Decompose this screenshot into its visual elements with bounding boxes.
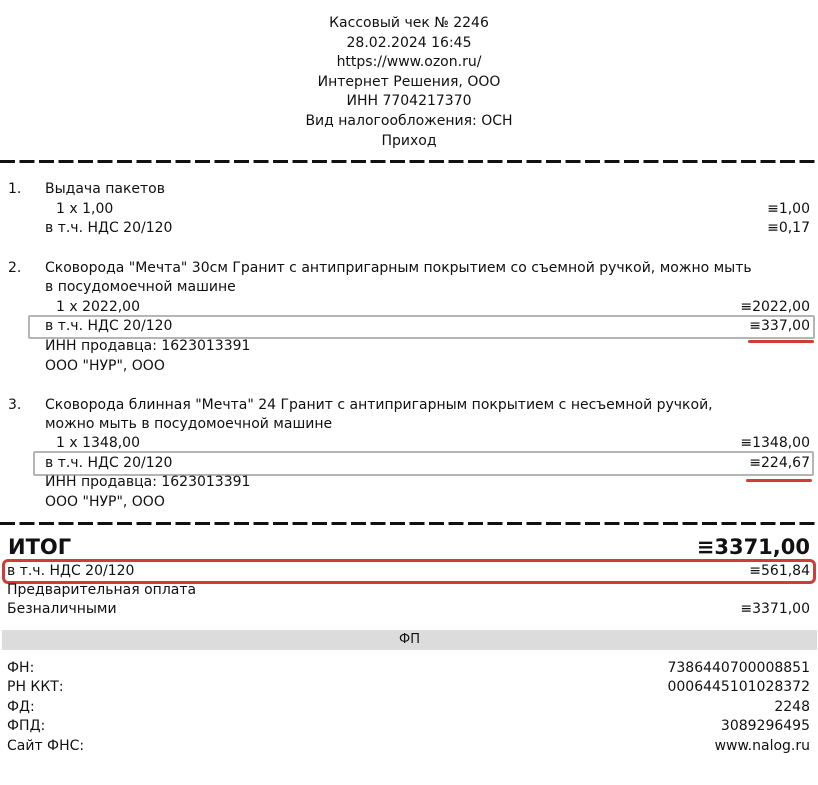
item-3-seller-inn: ИНН продавца: 1623013391 bbox=[45, 474, 251, 490]
item-3-name-line2: можно мыть в посудомоечной машине bbox=[45, 416, 333, 432]
item-1-vat-label: в т.ч. НДС 20/120 bbox=[45, 220, 173, 236]
total-vat-value: ≡561,84 bbox=[749, 563, 810, 579]
fpd-value: 3089296495 bbox=[720, 718, 810, 734]
receipt-datetime: 28.02.2024 16:45 bbox=[346, 34, 472, 51]
rn-kkt-label: РН ККТ: bbox=[7, 679, 64, 695]
item-3-vat-label: в т.ч. НДС 20/120 bbox=[45, 455, 173, 471]
item-2-qty-price: 1 x 2022,00 bbox=[56, 299, 140, 315]
company-name: Интернет Решения, ООО bbox=[317, 73, 501, 90]
item-3-seller-name: ООО "НУР", ООО bbox=[45, 494, 165, 510]
total-value: ≡3371,00 bbox=[696, 535, 810, 559]
item-1-sum: ≡1,00 bbox=[767, 201, 810, 217]
item-3-qty-price: 1 x 1348,00 bbox=[56, 435, 140, 451]
fn-label: ФН: bbox=[7, 660, 35, 676]
operation-type: Приход bbox=[381, 132, 437, 149]
fd-label: ФД: bbox=[7, 699, 35, 715]
item-2-vat-value: ≡337,00 bbox=[749, 318, 810, 334]
item-3-vat-value: ≡224,67 bbox=[749, 455, 810, 471]
item-1-number: 1. bbox=[8, 181, 22, 197]
item-2-sum: ≡2022,00 bbox=[740, 299, 810, 315]
item-2-name-line2: в посудомоечной машине bbox=[45, 279, 236, 295]
rn-kkt-value: 0006445101028372 bbox=[667, 679, 810, 695]
item-2-seller-inn: ИНН продавца: 1623013391 bbox=[45, 338, 251, 354]
item-3-name-line1: Сковорода блинная "Мечта" 24 Гранит с антипригарным покрытием с несъемной ручкой, bbox=[45, 397, 713, 413]
receipt-title: Кассовый чек № 2246 bbox=[329, 15, 489, 31]
tax-system: Вид налогообложения: ОСН bbox=[305, 112, 513, 129]
total-label: ИТОГ bbox=[8, 535, 72, 559]
item-3-number: 3. bbox=[8, 397, 22, 413]
receipt-url: https://www.ozon.ru/ bbox=[336, 54, 482, 71]
item-2-seller-name: ООО "НУР", ООО bbox=[45, 358, 165, 374]
company-inn: ИНН 7704217370 bbox=[346, 93, 472, 110]
fd-value: 2248 bbox=[774, 699, 810, 715]
item-2-vat-red-underline bbox=[748, 340, 814, 343]
item-1-vat-value: ≡0,17 bbox=[767, 220, 810, 236]
item-1-name: Выдача пакетов bbox=[45, 181, 165, 197]
item-3-sum: ≡1348,00 bbox=[740, 435, 810, 451]
prepayment-label: Предварительная оплата bbox=[7, 582, 197, 598]
item-1-qty-price: 1 x 1,00 bbox=[56, 201, 114, 217]
cashless-label: Безналичными bbox=[7, 601, 117, 617]
item-2-vat-label: в т.ч. НДС 20/120 bbox=[45, 318, 173, 334]
item-2-name-line1: Сковорода "Мечта" 30см Гранит с антипригарным покрытием со съемной ручкой, можно мыть bbox=[45, 260, 752, 276]
dashed-divider-bottom bbox=[0, 522, 818, 525]
fn-value: 7386440700008851 bbox=[667, 660, 810, 676]
fpd-label: ФПД: bbox=[7, 718, 46, 734]
item-2-number: 2. bbox=[8, 260, 22, 276]
fns-site-value: www.nalog.ru bbox=[714, 738, 810, 754]
fns-site-label: Сайт ФНС: bbox=[7, 738, 85, 754]
dashed-divider-top bbox=[0, 160, 818, 163]
total-vat-label: в т.ч. НДС 20/120 bbox=[7, 563, 135, 579]
cashless-value: ≡3371,00 bbox=[740, 601, 810, 617]
fp-section-header: ФП bbox=[2, 630, 817, 650]
receipt-header bbox=[0, 14, 818, 151]
item-3-vat-red-underline bbox=[746, 479, 812, 482]
